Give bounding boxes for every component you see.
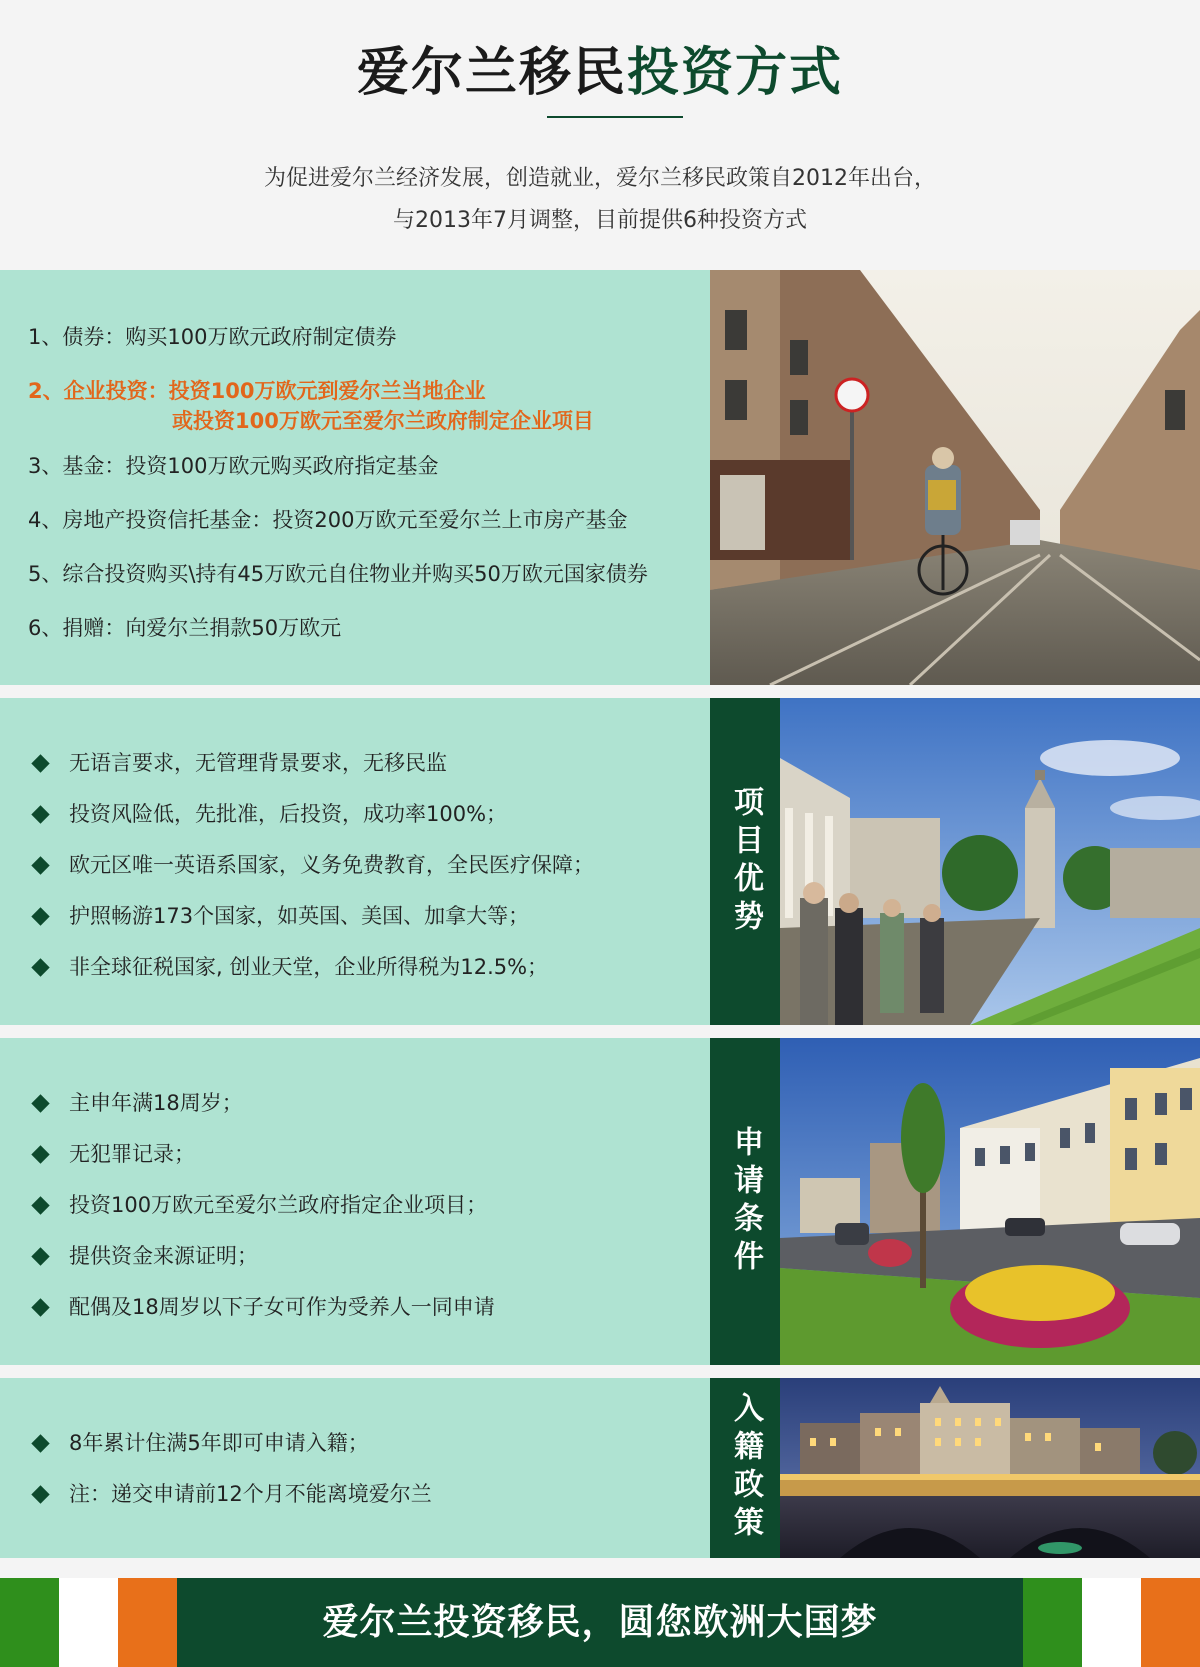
flag-stripe-green-left (0, 1578, 59, 1667)
flag-stripe-orange-left (118, 1578, 177, 1667)
condition-item: 主申年满18周岁； (28, 1078, 495, 1129)
citizenship-policy-section (0, 1378, 1200, 1558)
conditions-label: 申请条件 (710, 1038, 780, 1365)
flag-stripe-white-right (1082, 1578, 1141, 1667)
flag-stripe-orange-right (1141, 1578, 1200, 1667)
method-item-highlight (28, 364, 708, 444)
advantages-list (28, 738, 594, 993)
page-title (0, 30, 1200, 105)
campus-photo (780, 698, 1200, 1025)
diamond-bullet-icon (31, 1485, 49, 1503)
diamond-bullet-icon (31, 754, 49, 772)
intro-text (0, 158, 1200, 242)
diamond-bullet-icon (31, 805, 49, 823)
page-header (0, 0, 1200, 270)
condition-item: 投资100万欧元至爱尔兰政府指定企业项目； (28, 1180, 495, 1231)
diamond-bullet-icon (31, 1434, 49, 1452)
diamond-bullet-icon (31, 907, 49, 925)
title-main: 爱尔兰移民 (356, 43, 627, 103)
advantage-item: 欧元区唯一英语系国家，义务免费教育，全民医疗保障； (28, 840, 594, 891)
flag-stripe-green-right (1023, 1578, 1082, 1667)
project-advantages-section (0, 698, 1200, 1025)
dublin-night-photo (780, 1378, 1200, 1558)
citizenship-item: 注：递交申请前12个月不能离境爱尔兰 (28, 1469, 432, 1520)
diamond-bullet-icon (31, 1145, 49, 1163)
method-highlight-line-2: 或投资100万欧元至爱尔兰政府制定企业项目 (172, 409, 594, 433)
diamond-bullet-icon (31, 856, 49, 874)
condition-item: 配偶及18周岁以下子女可作为受养人一同申请 (28, 1282, 495, 1333)
investment-methods-list (28, 310, 708, 655)
condition-item: 无犯罪记录； (28, 1129, 495, 1180)
method-item: 3、基金：投资100万欧元购买政府指定基金 (28, 454, 439, 478)
advantage-item: 投资风险低，先批准，后投资，成功率100%； (28, 789, 594, 840)
citizenship-list (28, 1418, 432, 1520)
advantage-item: 护照畅游173个国家，如英国、美国、加拿大等； (28, 891, 594, 942)
diamond-bullet-icon (31, 1298, 49, 1316)
method-item: 5、综合投资购买\持有45万欧元自住物业并购买50万欧元国家债券 (28, 562, 648, 586)
advantages-label: 项目优势 (710, 698, 780, 1025)
advantage-item: 非全球征税国家, 创业天堂，企业所得税为12.5%； (28, 942, 594, 993)
diamond-bullet-icon (31, 958, 49, 976)
title-divider (547, 116, 683, 118)
conditions-list (28, 1078, 495, 1333)
street-cyclist-photo (710, 270, 1200, 685)
method-highlight-line-1: 2、企业投资：投资100万欧元到爱尔兰当地企业 (28, 379, 486, 403)
investment-methods-section (0, 270, 1200, 685)
intro-line-1: 为促进爱尔兰经济发展，创造就业，爱尔兰移民政策自2012年出台， (264, 166, 936, 191)
footer-slogan: 爱尔兰投资移民，圆您欧洲大国梦 (177, 1578, 1023, 1667)
diamond-bullet-icon (31, 1247, 49, 1265)
flag-stripe-white-left (59, 1578, 118, 1667)
title-accent: 投资方式 (627, 43, 844, 103)
citizenship-label: 入籍政策 (710, 1378, 780, 1558)
application-conditions-section (0, 1038, 1200, 1365)
method-item: 6、捐赠：向爱尔兰捐款50万欧元 (28, 616, 342, 640)
diamond-bullet-icon (31, 1196, 49, 1214)
diamond-bullet-icon (31, 1094, 49, 1112)
method-item: 4、房地产投资信托基金：投资200万欧元至爱尔兰上市房产基金 (28, 508, 628, 532)
georgian-street-photo (780, 1038, 1200, 1365)
method-item: 1、债券：购买100万欧元政府制定债券 (28, 325, 397, 349)
condition-item: 提供资金来源证明； (28, 1231, 495, 1282)
footer-banner (0, 1578, 1200, 1667)
advantage-item: 无语言要求，无管理背景要求，无移民监 (28, 738, 594, 789)
citizenship-item: 8年累计住满5年即可申请入籍； (28, 1418, 432, 1469)
intro-line-2: 与2013年7月调整，目前提供6种投资方式 (393, 208, 807, 233)
